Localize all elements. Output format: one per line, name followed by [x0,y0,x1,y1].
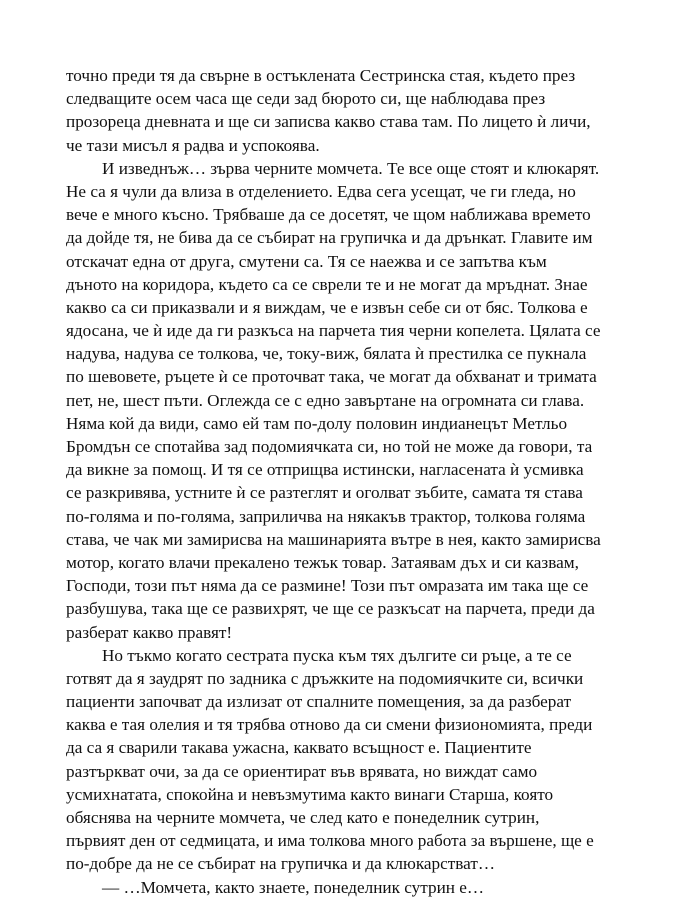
text-line: разбушува, така ще се развихрят, че ще се разкъсат на парчета, преди да [66,599,595,619]
text-line: да дойде тя, не бива да се събират на групичка и да дрънкат. Главите им [66,228,593,248]
paragraph-start-line: Но тъкмо когато сестрата пуска към тях дългите си ръце, а те се [102,645,572,665]
text-line: мотор, когато влачи прекалено тежък товар. Затаявам дъх и си казвам, [66,552,579,572]
text-line: прозореца дневната и ще си записва какво става там. По лицето ѝ личи, [66,112,591,132]
text-line: разтъркват очи, за да се ориентират във врявата, но виждат само [66,761,538,781]
text-line: Господи, този път няма да се размине! Този път омразата им така ще се [66,576,589,596]
text-line: да викне за помощ. И тя се отприщва истински, нагласената ѝ усмивка [66,460,584,480]
text-line: усмихнатата, спокойна и невъзмутима както винаги Старша, която [66,784,554,804]
text-line: първият ден от седмицата, и има толкова много работа за вършене, ще е [66,831,594,851]
text-line: пет, не, шест пъти. Оглежда се с едно завъртане на огромната си глава. [66,390,585,410]
body-text [66,64,640,899]
text-line: вече е много късно. Трябваше да се досетят, че щом наближава времето [66,205,591,225]
text-line: надува, надува се толкова, че, току-виж, бялата ѝ престилка се пукнала [66,344,587,364]
text-line: разберат какво правят! [66,622,233,642]
text-line: следващите осем часа ще седи зад бюрото си, ще наблюдава през [66,89,546,109]
text-line: какво са си приказвали и я виждам, че е извън себе си от бяс. Толкова е [66,297,588,317]
text-line: точно преди тя да свърне в остъклената Сестринска стая, където през [66,66,576,85]
text-line: Не са я чули да влиза в отделението. Едва сега усещат, че ги гледа, но [66,181,576,201]
text-line: става, че чак ми замирисва на машинарията вътре в нея, както замирисва [66,529,601,549]
text-line: ядосана, че ѝ иде да ги разкъса на парчета тия черни копелета. Цялата се [66,321,601,341]
text-line: по-голяма и по-голяма, заприличва на някакъв трактор, толкова голяма [66,506,586,526]
paragraph-start-line: — …Момчета, както знаете, понеделник сутрин е… [102,877,485,897]
text-line: каква е тая олелия и тя трябва отново да си смени физиономията, преди [66,715,593,735]
text-line: Бромдън се спотайва зад подомиячката си, но той не може да говори, та [66,437,593,456]
text-line: готвят да я заудрят по задника с дръжките на подомиячките си, всички [66,668,584,688]
paragraph-start-line: И изведнъж… зърва черните момчета. Те все още стоят и клюкарят. [102,158,600,178]
text-line: че тази мисъл я радва и успокоява. [66,135,320,155]
text-line: дъното на коридора, където са се сврели те и не могат да мръднат. Знае [66,274,588,294]
text-line: отскачат една от друга, смутени са. Тя се наежва и се запътва към [66,251,547,271]
text-line: обяснява на черните момчета, че след като е понеделник сутрин, [66,808,540,827]
text-line: по-добре да не се събират на групичка и да клюкарстват… [66,854,496,874]
text-line: се разкривява, устните ѝ се разтеглят и оголват зъбите, самата тя става [66,483,583,503]
text-line: да са я сварили такава ужасна, каквато всъщност е. Пациентите [66,738,532,758]
text-line: по шевовете, ръцете ѝ се проточват така, че могат да обхванат и тримата [66,367,597,387]
text-line: Няма кой да види, само ей там по-долу половин индианецът Метльо [66,413,568,433]
text-line: пациенти започват да излизат от спалните помещения, за да разберат [66,692,572,712]
